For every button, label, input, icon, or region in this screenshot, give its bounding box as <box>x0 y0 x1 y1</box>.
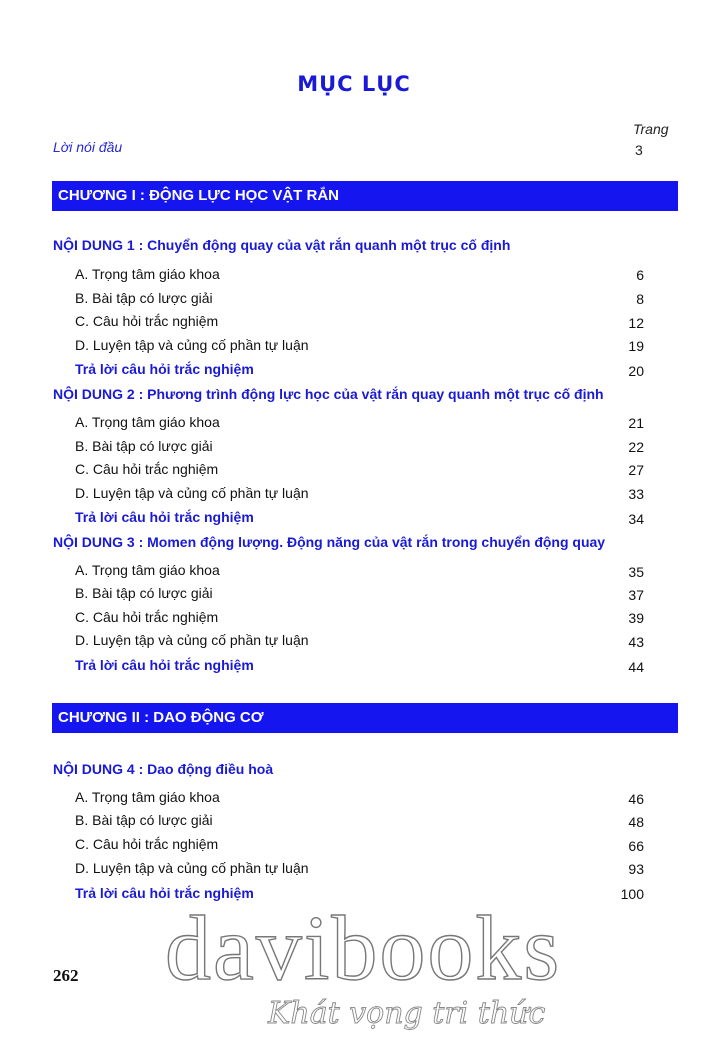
toc-item[interactable]: C. Câu hỏi trắc nghiệm <box>75 609 219 625</box>
section-3-title[interactable]: NỘI DUNG 3 : Momen động lượng. Động năng của vật rắn trong chuyển động quay <box>53 534 606 550</box>
toc-page: 34 <box>628 511 644 527</box>
toc-item[interactable]: D. Luyện tập và củng cố phần tự luận <box>75 860 309 876</box>
toc-page: 8 <box>636 291 644 307</box>
toc-item[interactable]: D. Luyện tập và củng cố phần tự luận <box>75 485 309 501</box>
toc-item[interactable]: D. Luyện tập và củng cố phần tự luận <box>75 632 309 648</box>
watermark-brand: davibooks <box>165 897 562 999</box>
preface-link[interactable]: Lời nói đầu <box>53 139 123 155</box>
toc-item[interactable]: A. Trọng tâm giáo khoa <box>75 562 220 578</box>
toc-item[interactable]: A. Trọng tâm giáo khoa <box>75 266 220 282</box>
toc-page: 19 <box>628 338 644 354</box>
toc-page: 27 <box>628 462 644 478</box>
toc-page: 100 <box>620 886 644 902</box>
toc-item[interactable]: B. Bài tập có lược giải <box>75 290 213 306</box>
toc-item[interactable]: A. Trọng tâm giáo khoa <box>75 414 220 430</box>
toc-page: 66 <box>628 838 644 854</box>
page-number: 262 <box>53 966 79 985</box>
toc-page: 46 <box>628 791 644 807</box>
toc-page: 33 <box>628 486 644 502</box>
toc-page: 6 <box>636 267 644 283</box>
section-2-title[interactable]: NỘI DUNG 2 : Phương trình động lực học của vật rắn quay quanh một trục cố định <box>53 386 604 402</box>
toc-item[interactable]: A. Trọng tâm giáo khoa <box>75 789 220 805</box>
toc-page: 37 <box>628 587 644 603</box>
toc-page: 35 <box>628 564 644 580</box>
toc-page: 20 <box>628 363 644 379</box>
preface-page: 3 <box>635 142 643 158</box>
toc-item[interactable]: D. Luyện tập và củng cố phần tự luận <box>75 337 309 353</box>
toc-item[interactable]: C. Câu hỏi trắc nghiệm <box>75 461 219 477</box>
toc-answers-item[interactable]: Trả lời câu hỏi trắc nghiệm <box>75 885 254 901</box>
chapter-2-banner[interactable]: CHƯƠNG II : DAO ĐỘNG CƠ <box>52 703 678 733</box>
page-title: MỤC LỤC <box>297 72 411 96</box>
toc-item[interactable]: B. Bài tập có lược giải <box>75 812 213 828</box>
toc-answers-item[interactable]: Trả lời câu hỏi trắc nghiệm <box>75 509 254 525</box>
toc-page: 43 <box>628 634 644 650</box>
toc-item[interactable]: C. Câu hỏi trắc nghiệm <box>75 836 219 852</box>
toc-page: 93 <box>628 861 644 877</box>
chapter-1-banner[interactable]: CHƯƠNG I : ĐỘNG LỰC HỌC VẬT RẮN <box>52 181 678 211</box>
page-column-label: Trang <box>633 121 669 137</box>
toc-page: 44 <box>628 659 644 675</box>
toc-page: 48 <box>628 814 644 830</box>
section-4-title[interactable]: NỘI DUNG 4 : Dao động điều hoà <box>53 761 274 777</box>
section-1-title[interactable]: NỘI DUNG 1 : Chuyển động quay của vật rắn quanh một trục cố định <box>53 237 511 253</box>
toc-page: 12 <box>628 315 644 331</box>
toc-item[interactable]: B. Bài tập có lược giải <box>75 438 213 454</box>
toc-answers-item[interactable]: Trả lời câu hỏi trắc nghiệm <box>75 657 254 673</box>
watermark-slogan: Khát vọng tri thức <box>268 996 546 1031</box>
toc-answers-item[interactable]: Trả lời câu hỏi trắc nghiệm <box>75 361 254 377</box>
toc-item[interactable]: C. Câu hỏi trắc nghiệm <box>75 313 219 329</box>
toc-item[interactable]: B. Bài tập có lược giải <box>75 585 213 601</box>
toc-page: 21 <box>628 415 644 431</box>
toc-page: 39 <box>628 610 644 626</box>
toc-page: 22 <box>628 439 644 455</box>
